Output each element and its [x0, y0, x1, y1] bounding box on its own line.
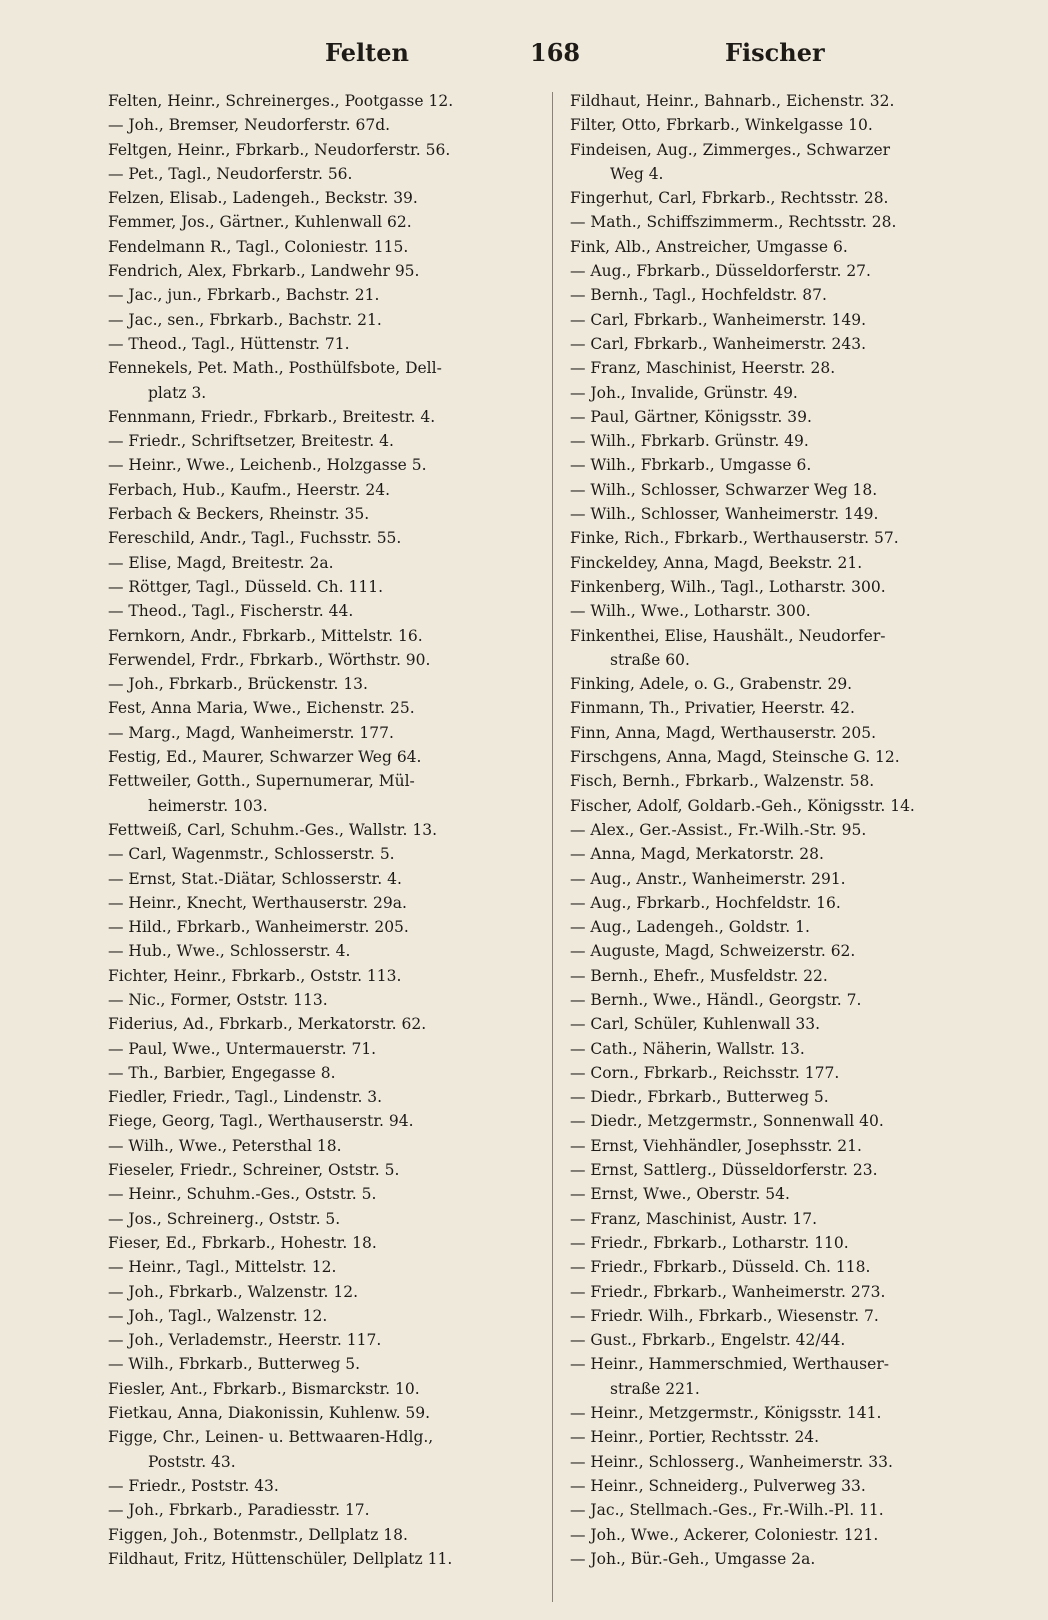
directory-entry: — Heinr., Tagl., Mittelstr. 12. [108, 1258, 337, 1277]
directory-entry: — Carl, Schüler, Kuhlenwall 33. [570, 1015, 821, 1034]
directory-entry: Finn, Anna, Magd, Werthauserstr. 205. [570, 723, 877, 742]
directory-entry: — Aug., Ladengeh., Goldstr. 1. [570, 918, 810, 937]
directory-entry: — Heinr., Schuhm.-Ges., Oststr. 5. [108, 1185, 377, 1204]
directory-entry: — Joh., Fbrkarb., Walzenstr. 12. [108, 1282, 359, 1301]
directory-entry: — Wilh., Fbrkarb., Umgasse 6. [570, 456, 812, 475]
directory-entry: — Friedr., Poststr. 43. [108, 1476, 279, 1495]
directory-entry: — Auguste, Magd, Schweizerstr. 62. [570, 942, 856, 961]
directory-entry: — Carl, Wagenmstr., Schlosserstr. 5. [108, 845, 395, 864]
directory-entry: — Bernh., Tagl., Hochfeldstr. 87. [570, 286, 827, 305]
directory-entry: — Elise, Magd, Breitestr. 2a. [108, 553, 334, 572]
directory-entry: Fennekels, Pet. Math., Posthülfsbote, Dell- [108, 359, 442, 378]
directory-entry: — Anna, Magd, Merkatorstr. 28. [570, 845, 824, 864]
directory-entry: — Friedr. Wilh., Fbrkarb., Wiesenstr. 7. [570, 1306, 879, 1325]
header-left-keyword: Felten [325, 38, 409, 67]
directory-entry: — Hild., Fbrkarb., Wanheimerstr. 205. [108, 918, 409, 937]
directory-entry: Firschgens, Anna, Magd, Steinsche G. 12. [570, 748, 900, 767]
directory-entry: — Heinr., Portier, Rechtsstr. 24. [570, 1428, 820, 1447]
directory-entry: Finckeldey, Anna, Magd, Beekstr. 21. [570, 553, 863, 572]
directory-entry: — Wilh., Fbrkarb., Butterweg 5. [108, 1355, 361, 1374]
directory-entry: Fernkorn, Andr., Fbrkarb., Mittelstr. 16. [108, 626, 423, 645]
directory-entry: — Aug., Fbrkarb., Düsseldorferstr. 27. [570, 262, 871, 281]
directory-entry: Fildhaut, Fritz, Hüttenschüler, Dellplatz 11. [108, 1549, 453, 1568]
directory-entry: — Aug., Anstr., Wanheimerstr. 291. [570, 869, 846, 888]
directory-entry: Felzen, Elisab., Ladengeh., Beckstr. 39. [108, 189, 418, 208]
directory-entry: Figge, Chr., Leinen- u. Bettwaaren-Hdlg., [108, 1428, 434, 1447]
directory-entry-continuation: Weg 4. [610, 164, 664, 183]
directory-entry: — Bernh., Wwe., Händl., Georgstr. 7. [570, 990, 862, 1009]
directory-entry: Fischer, Adolf, Goldarb.-Geh., Königsstr. 14. [570, 796, 915, 815]
directory-entry: — Joh., Fbrkarb., Brückenstr. 13. [108, 675, 368, 694]
directory-entry: Fettweiß, Carl, Schuhm.-Ges., Wallstr. 13. [108, 820, 437, 839]
directory-entry: Fieseler, Friedr., Schreiner, Oststr. 5. [108, 1161, 400, 1180]
directory-entry: — Alex., Ger.-Assist., Fr.-Wilh.-Str. 95. [570, 820, 867, 839]
directory-entry: Felten, Heinr., Schreinerges., Pootgasse 12. [108, 92, 454, 110]
directory-entry: — Aug., Fbrkarb., Hochfeldstr. 16. [570, 893, 841, 912]
directory-entry: Finkenberg, Wilh., Tagl., Lotharstr. 300. [570, 577, 886, 596]
directory-entry: — Ernst, Sattlerg., Düsseldorferstr. 23. [570, 1161, 878, 1180]
directory-entry: — Joh., Verlademstr., Heerstr. 117. [108, 1331, 382, 1350]
directory-entry: — Heinr., Schneiderg., Pulverweg 33. [570, 1476, 866, 1495]
directory-entry: Finmann, Th., Privatier, Heerstr. 42. [570, 699, 855, 718]
directory-entry: — Hub., Wwe., Schlosserstr. 4. [108, 942, 351, 961]
directory-entry: — Joh., Tagl., Walzenstr. 12. [108, 1306, 328, 1325]
directory-entry: — Wilh., Fbrkarb. Grünstr. 49. [570, 432, 809, 451]
directory-entry: Fichter, Heinr., Fbrkarb., Oststr. 113. [108, 966, 402, 985]
directory-entry: Fink, Alb., Anstreicher, Umgasse 6. [570, 237, 848, 256]
directory-entry: — Friedr., Fbrkarb., Lotharstr. 110. [570, 1233, 849, 1252]
directory-entry: Fennmann, Friedr., Fbrkarb., Breitestr. 4. [108, 407, 436, 426]
directory-entry: — Corn., Fbrkarb., Reichsstr. 177. [570, 1063, 840, 1082]
directory-entry: — Joh., Invalide, Grünstr. 49. [570, 383, 798, 402]
directory-entry: Ferbach, Hub., Kaufm., Heerstr. 24. [108, 480, 391, 499]
directory-entry: — Paul, Gärtner, Königsstr. 39. [570, 407, 812, 426]
directory-entry-continuation: heimerstr. 103. [148, 796, 268, 815]
directory-entry: — Wilh., Wwe., Lotharstr. 300. [570, 602, 811, 621]
directory-entry: — Franz, Maschinist, Heerstr. 28. [570, 359, 836, 378]
directory-entry: — Ernst, Viehhändler, Josephsstr. 21. [570, 1136, 862, 1155]
directory-entry-continuation: Poststr. 43. [148, 1452, 236, 1471]
directory-entry: Fieser, Ed., Fbrkarb., Hohestr. 18. [108, 1233, 377, 1252]
directory-entry: Feltgen, Heinr., Fbrkarb., Neudorferstr. 56. [108, 140, 451, 159]
directory-entry: Fiedler, Friedr., Tagl., Lindenstr. 3. [108, 1088, 383, 1107]
directory-entry: — Th., Barbier, Engegasse 8. [108, 1063, 336, 1082]
directory-entry: — Jac., jun., Fbrkarb., Bachstr. 21. [108, 286, 380, 305]
directory-entry: Fettweiler, Gotth., Supernumerar, Mül- [108, 772, 415, 791]
directory-entry: — Jos., Schreinerg., Oststr. 5. [108, 1209, 341, 1228]
directory-entry-continuation: straße 221. [610, 1379, 700, 1398]
directory-entry: — Friedr., Fbrkarb., Wanheimerstr. 273. [570, 1282, 886, 1301]
directory-entry: — Friedr., Fbrkarb., Düsseld. Ch. 118. [570, 1258, 871, 1277]
directory-entry: — Joh., Bür.-Geh., Umgasse 2a. [570, 1549, 816, 1568]
directory-entry: — Diedr., Fbrkarb., Butterweg 5. [570, 1088, 829, 1107]
directory-entry: — Joh., Fbrkarb., Paradiesstr. 17. [108, 1501, 370, 1520]
page-number: 168 [530, 38, 581, 67]
directory-entry: Ferwendel, Frdr., Fbrkarb., Wörthstr. 90. [108, 650, 431, 669]
directory-entry: — Heinr., Knecht, Werthauserstr. 29a. [108, 893, 407, 912]
directory-entry: — Theod., Tagl., Hüttenstr. 71. [108, 334, 350, 353]
directory-entry: — Röttger, Tagl., Düsseld. Ch. 111. [108, 577, 384, 596]
directory-entry: Ferbach & Beckers, Rheinstr. 35. [108, 505, 370, 524]
directory-entry: Femmer, Jos., Gärtner., Kuhlenwall 62. [108, 213, 412, 232]
directory-entry: Finking, Adele, o. G., Grabenstr. 29. [570, 675, 853, 694]
directory-entry: — Joh., Wwe., Ackerer, Coloniestr. 121. [570, 1525, 879, 1544]
directory-entry: Fiderius, Ad., Fbrkarb., Merkatorstr. 62. [108, 1015, 427, 1034]
directory-entry: — Marg., Magd, Wanheimerstr. 177. [108, 723, 394, 742]
directory-entry: Figgen, Joh., Botenmstr., Dellplatz 18. [108, 1525, 408, 1544]
directory-entry: — Jac., sen., Fbrkarb., Bachstr. 21. [108, 310, 382, 329]
left-column [108, 89, 533, 1571]
directory-entry: — Heinr., Wwe., Leichenb., Holzgasse 5. [108, 456, 427, 475]
right-column [570, 89, 995, 1571]
directory-entry: Finke, Rich., Fbrkarb., Werthauserstr. 57. [570, 529, 899, 548]
directory-entry: — Ernst, Wwe., Oberstr. 54. [570, 1185, 790, 1204]
directory-entry: Fietkau, Anna, Diakonissin, Kuhlenw. 59. [108, 1404, 431, 1423]
directory-entry-continuation: platz 3. [148, 383, 207, 402]
directory-entry: Findeisen, Aug., Zimmerges., Schwarzer [570, 140, 891, 159]
directory-entry: — Nic., Former, Oststr. 113. [108, 990, 328, 1009]
directory-entry: Fiesler, Ant., Fbrkarb., Bismarckstr. 10. [108, 1379, 420, 1398]
directory-entry: — Pet., Tagl., Neudorferstr. 56. [108, 164, 353, 183]
directory-entry: — Gust., Fbrkarb., Engelstr. 42/44. [570, 1331, 846, 1350]
directory-entry: Festig, Ed., Maurer, Schwarzer Weg 64. [108, 748, 422, 767]
directory-entry: — Wilh., Schlosser, Schwarzer Weg 18. [570, 480, 878, 499]
directory-entry: — Wilh., Schlosser, Wanheimerstr. 149. [570, 505, 879, 524]
directory-entry: — Heinr., Metzgermstr., Königsstr. 141. [570, 1404, 882, 1423]
directory-entry: — Carl, Fbrkarb., Wanheimerstr. 243. [570, 334, 867, 353]
directory-entry: — Wilh., Wwe., Petersthal 18. [108, 1136, 342, 1155]
directory-entry: Fereschild, Andr., Tagl., Fuchsstr. 55. [108, 529, 402, 548]
directory-entry: Fiege, Georg, Tagl., Werthauserstr. 94. [108, 1112, 414, 1131]
column-divider [552, 92, 553, 1602]
page-header [110, 38, 990, 78]
directory-entry: — Cath., Näherin, Wallstr. 13. [570, 1039, 805, 1058]
directory-entry: — Ernst, Stat.-Diätar, Schlosserstr. 4. [108, 869, 402, 888]
directory-entry: — Jac., Stellmach.-Ges., Fr.-Wilh.-Pl. 11. [570, 1501, 884, 1520]
directory-entry: — Math., Schiffszimmerm., Rechtsstr. 28. [570, 213, 897, 232]
directory-entry: — Joh., Bremser, Neudorferstr. 67d. [108, 116, 391, 135]
directory-entry: — Paul, Wwe., Untermauerstr. 71. [108, 1039, 377, 1058]
directory-entry: Fildhaut, Heinr., Bahnarb., Eichenstr. 32. [570, 92, 895, 110]
directory-entry: — Carl, Fbrkarb., Wanheimerstr. 149. [570, 310, 867, 329]
header-right-keyword: Fischer [725, 38, 825, 67]
directory-entry: — Franz, Maschinist, Austr. 17. [570, 1209, 818, 1228]
directory-entry: Fest, Anna Maria, Wwe., Eichenstr. 25. [108, 699, 415, 718]
directory-entry: Fingerhut, Carl, Fbrkarb., Rechtsstr. 28. [570, 189, 889, 208]
directory-entry: — Heinr., Schlosserg., Wanheimerstr. 33. [570, 1452, 893, 1471]
directory-entry: Filter, Otto, Fbrkarb., Winkelgasse 10. [570, 116, 873, 135]
directory-entry-continuation: straße 60. [610, 650, 690, 669]
directory-entry: Fendelmann R., Tagl., Coloniestr. 115. [108, 237, 409, 256]
directory-entry: Fisch, Bernh., Fbrkarb., Walzenstr. 58. [570, 772, 875, 791]
directory-entry: — Heinr., Hammerschmied, Werthauser- [570, 1355, 889, 1374]
directory-entry: — Theod., Tagl., Fischerstr. 44. [108, 602, 354, 621]
directory-entry: Fendrich, Alex, Fbrkarb., Landwehr 95. [108, 262, 420, 281]
directory-entry: — Diedr., Metzgermstr., Sonnenwall 40. [570, 1112, 884, 1131]
directory-entry: — Friedr., Schriftsetzer, Breitestr. 4. [108, 432, 394, 451]
directory-entry: Finkenthei, Elise, Haushält., Neudorfer- [570, 626, 886, 645]
directory-entry: — Bernh., Ehefr., Musfeldstr. 22. [570, 966, 828, 985]
